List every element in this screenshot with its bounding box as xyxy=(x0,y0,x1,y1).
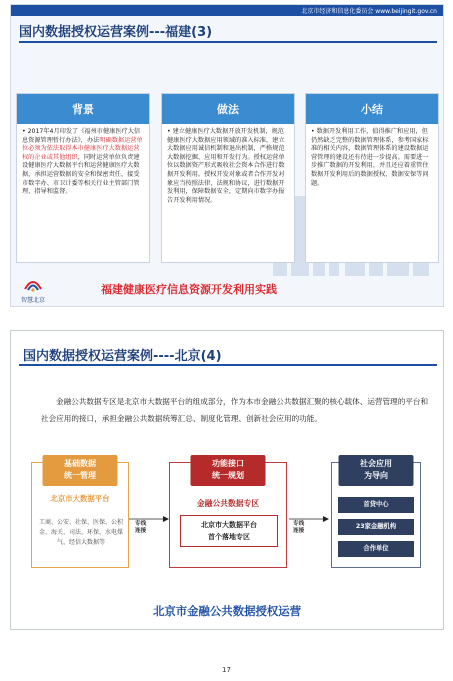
arrow-label: 专线 xyxy=(293,521,305,527)
inner-line: 北京市大数据平台 xyxy=(201,521,257,529)
application-item: 合作单位 xyxy=(338,541,414,557)
smart-beijing-logo xyxy=(21,277,45,304)
slide-title: 国内数据授权运营案例---福建(3) xyxy=(19,25,213,40)
box-heading xyxy=(339,455,414,486)
box-subtitle: 北京市大数据平台 xyxy=(50,494,110,503)
arrow-label: 连接 xyxy=(293,528,305,534)
column-background xyxy=(16,93,150,263)
column-body: • 建立健康医疗大数据开放开发机制，规范健康医疗大数据应用领域的准入标准，建立大数据应用诚信机制和退出机制，严格规范大数据挖掘、应用和开发行为。授权运营单位以数据资产形式吸收社会资本合作进行数据开发利用。授权开发对象或者合作开发对象应当按照法律、法规和协议，进行数据开发利用，保障数据安全，定期向市数字办报告开发利用情况。 xyxy=(167,128,285,204)
arrow-label: 连接 xyxy=(135,528,147,534)
application-item: 23家金融机构 xyxy=(338,519,414,535)
slide-caption: 北京市金融公共数据授权运营 xyxy=(152,604,302,618)
logo-label: 智慧北京 xyxy=(21,297,46,304)
arrow-label: 专线 xyxy=(135,521,147,527)
box-heading-line: 功能接口 xyxy=(212,459,244,468)
column-body xyxy=(17,124,149,197)
title-divider xyxy=(19,364,437,366)
arrow-right-icon xyxy=(129,515,169,523)
dedicated-line-arrow xyxy=(135,521,146,535)
box-heading xyxy=(191,455,266,486)
inner-line: 首个落地专区 xyxy=(208,533,250,541)
box-heading-line: 为导向 xyxy=(364,471,388,480)
header-text: 北京市经济和信息化委员会 www.beijingit.gov.cn xyxy=(301,8,437,15)
logo-icon xyxy=(23,277,43,293)
highlighted-text: 明确数据运营单位必须为依法取得本市健康医疗大数据运营权的企业或其他组织 xyxy=(22,136,143,161)
title-divider xyxy=(19,41,437,43)
arrow-right-icon xyxy=(289,515,329,523)
column-heading: 做法 xyxy=(162,94,294,124)
column-body: • 数据开发利用工作，值得推广和应用，但仍然缺乏完整的数据管理体系，参考国家标准的相关内容，数据管理体系的建设数据运营管理的建设还有待进一步提高。需要进一步推广数据的开发利用，并且还应着重管住数据开发利用后的数据授权、数据安保等问题。 xyxy=(311,128,429,187)
application-item: 首贷中心 xyxy=(338,497,414,513)
slide-title: 国内数据授权运营案例----北京(4) xyxy=(23,349,222,364)
dedicated-line-arrow xyxy=(293,521,304,535)
box-subtitle: 金融公共数据专区 xyxy=(196,499,260,508)
box-basic-data xyxy=(31,459,129,568)
column-heading: 小结 xyxy=(306,94,438,124)
body-text: • 2017年4月印发了《福州市健康医疗大信息资源管理暂行办法》，办法 xyxy=(22,128,141,144)
box-social-application xyxy=(331,459,421,568)
box-inner-frame xyxy=(180,515,278,547)
box-heading xyxy=(43,455,118,486)
slide-highlight: 福建健康医疗信息资源开发利用实践 xyxy=(101,283,277,296)
column-practice xyxy=(161,93,295,263)
intro-paragraph: 金融公共数据专区是北京市大数据平台的组成部分，作为本市金融公共数据汇聚的核心载体、运营管理的平台和社会应用的接口，承担金融公共数据统筹汇总、制度化管理、创新社会应用的功能。 xyxy=(41,397,429,423)
column-heading: 背景 xyxy=(17,94,149,124)
column-summary xyxy=(305,93,439,263)
box-body: 工商、公安、社保、医保、公积金、海关、司法、环保、水电煤气、经信大数据等 xyxy=(38,519,123,546)
header-bar xyxy=(11,5,443,16)
body-text: ，同时运营单位负责建设健康医疗大数据平台和运营健康医疗大数据，承担运营数据的安全和保密责任，接受市数字办、市卫计委等相关行业主管部门管理、指导和监督。 xyxy=(22,153,140,196)
box-heading-line: 统一管理 xyxy=(64,471,96,480)
box-function-interface xyxy=(169,459,287,568)
box-heading-line: 社会应用 xyxy=(360,459,392,468)
slide-fujian xyxy=(10,4,444,307)
box-heading-line: 基础数据 xyxy=(64,459,96,468)
slide-beijing xyxy=(10,330,444,630)
box-heading-line: 统一规划 xyxy=(212,471,244,480)
page-number: 17 xyxy=(222,666,231,674)
